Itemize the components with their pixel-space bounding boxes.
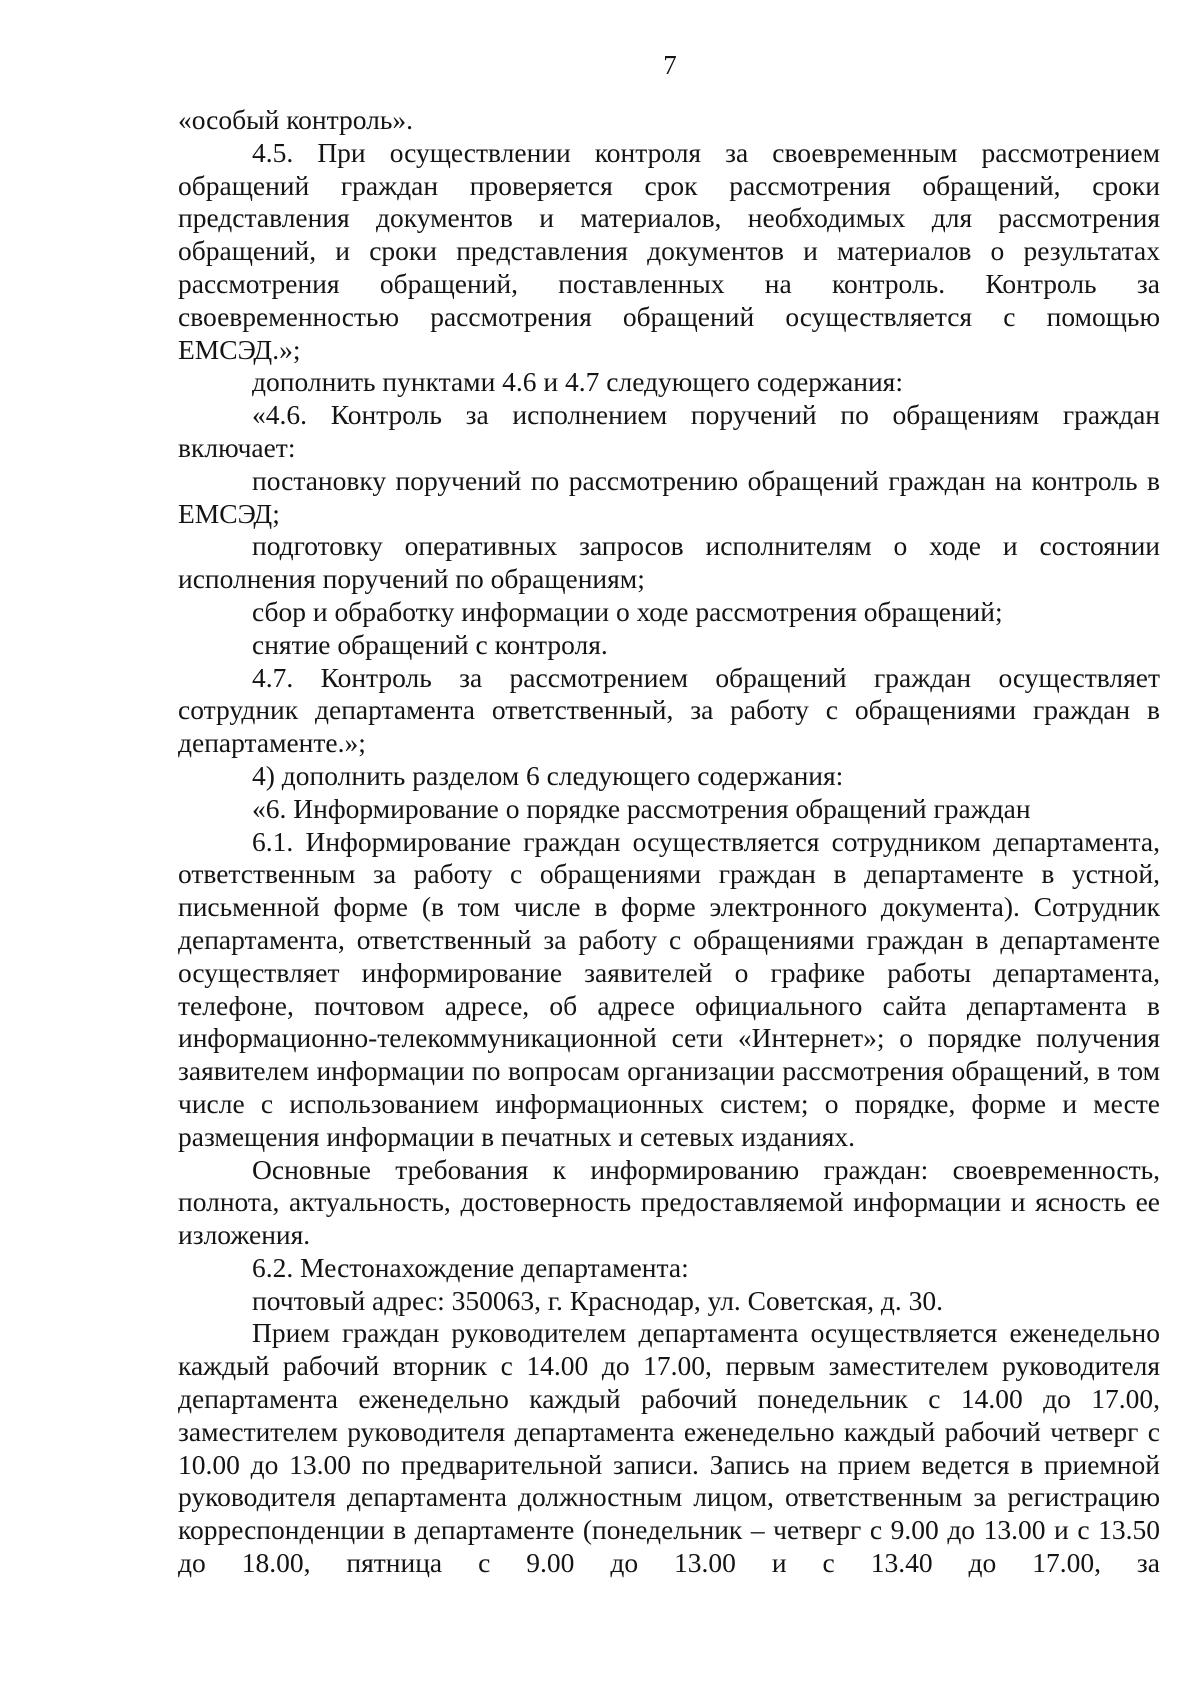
paragraph-amend-4-6-4-7: дополнить пунктами 4.6 и 4.7 следующего содержания: [252, 366, 903, 398]
paragraph-requirements: Основные требования к информированию граждан: своевременность, полнота, актуальность, достоверность предоставляемой информации и ясность ее изложения. [178, 1153, 1160, 1251]
section-6-heading: «6. Информирование о порядке рассмотрения обращений граждан [252, 792, 1031, 824]
paragraph-4-6-item-2: подготовку оперативных запросов исполнителям о ходе и состоянии исполнения поручений по обращениям; [178, 530, 1160, 595]
paragraph-6-2: 6.2. Местонахождение департамента: [252, 1251, 689, 1283]
paragraph-continuation: «особый контроль». [178, 104, 414, 135]
paragraph-4-5: 4.5. При осуществлении контроля за своевременным рассмотрением обращений граждан проверяется срок рассмотрения обращений, сроки представления документов и материалов, необходимых для рассмотрения обращений, и сроки представления документов и материалов о результатах рассмотрения обращений, поставленных на контроль. Контроль за своевременностью рассмотрения обращений осуществляется с помощью ЕМСЭД.»; [178, 136, 1160, 365]
paragraph-4-6-item-3: сбор и обработку информации о ходе рассмотрения обращений; [252, 595, 1003, 627]
paragraph-4-6-item-1: постановку поручений по рассмотрению обращений граждан на контроль в ЕМСЭД; [178, 464, 1160, 529]
paragraph-4-7: 4.7. Контроль за рассмотрением обращений граждан осуществляет сотрудник департамента ответственный, за работу с обращениями граждан в департаменте.»; [178, 661, 1160, 759]
document-body [178, 104, 1160, 1580]
paragraph-6-1: 6.1. Информирование граждан осуществляется сотрудником департамента, ответственным за работу с обращениями граждан в департаменте в устной, письменной форме (в том числе в форме электронного документа). Сотрудник департамента, ответственный за работу с обращениями граждан в департаменте осуществляет информирование заявителей о графике работы департамента, телефоне, почтовом адресе, об адресе официального сайта департамента в информационно-телекоммуникационной сети «Интернет»; о порядке получения заявителем информации по вопросам организации рассмотрения обращений, в том числе с использованием информационных систем; о порядке, форме и месте размещения информации в печатных и сетевых изданиях. [178, 825, 1160, 1152]
paragraph-4-6-item-4: снятие обращений с контроля. [252, 628, 608, 660]
paragraph-amend-section-6: 4) дополнить разделом 6 следующего содержания: [252, 759, 844, 791]
page-number: 7 [663, 50, 677, 80]
paragraph-postal-address: почтовый адрес: 350063, г. Краснодар, ул. Советская, д. 30. [252, 1284, 944, 1316]
paragraph-4-6: «4.6. Контроль за исполнением поручений по обращениям граждан включает: [178, 399, 1160, 463]
paragraph-reception-schedule: Прием граждан руководителем департамента осуществляется еженедельно каждый рабочий вторник с 14.00 до 17.00, первым заместителем руководителя департамента еженедельно каждый рабочий понедельник с 14.00 до 17.00, заместителем руководителя департамента еженедельно каждый рабочий четверг с 10.00 до 13.00 по предварительной записи. Запись на прием ведется в приемной руководителя департамента должностным лицом, ответственным за регистрацию корреспонденции в департаменте (понедельник – четверг с 9.00 до 13.00 и с 13.50 до 18.00, пятница с 9.00 до 13.00 и с 13.40 до 17.00, за [178, 1317, 1160, 1579]
